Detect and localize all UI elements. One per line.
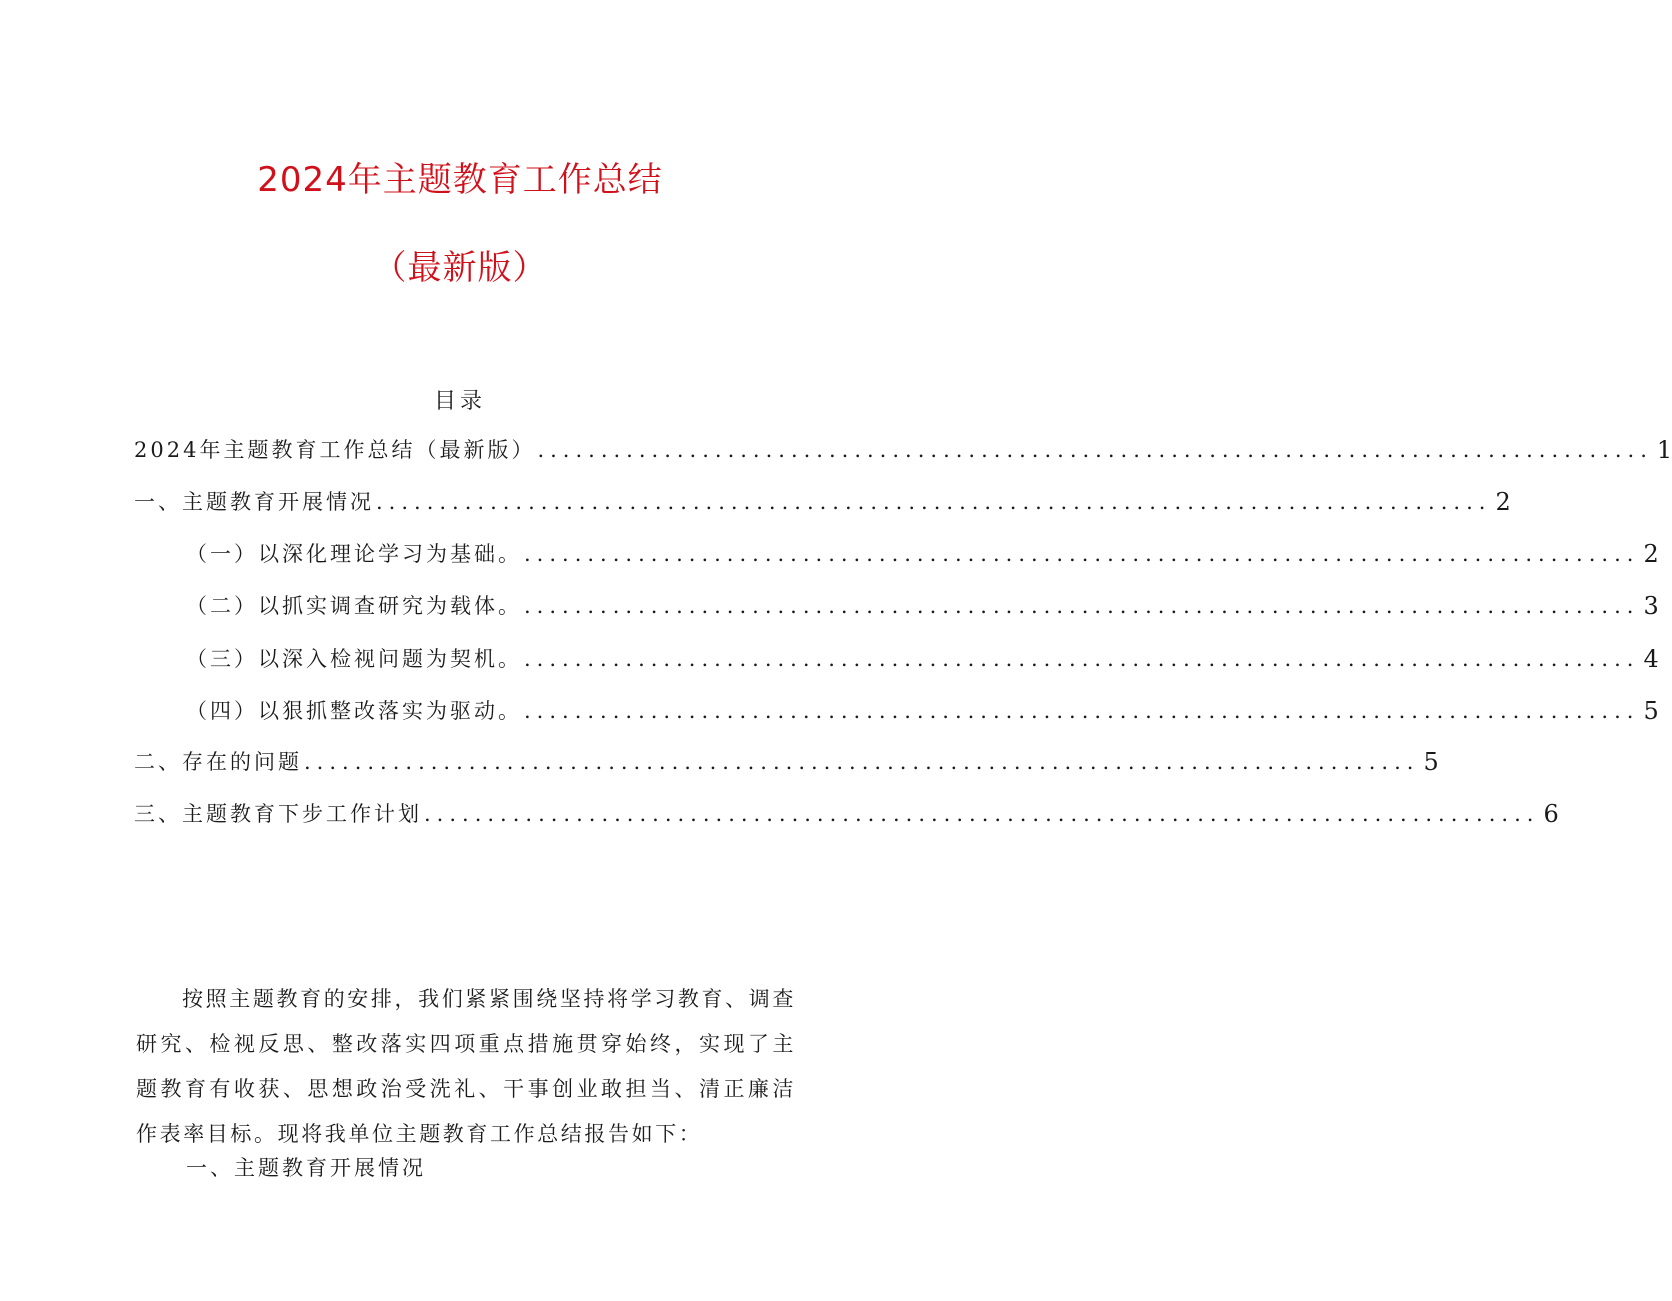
toc-entry-text: （四）以狠抓整改落实为驱动。	[186, 699, 522, 723]
toc-entry[interactable]	[134, 433, 1672, 467]
toc-entry[interactable]	[186, 589, 1659, 623]
toc-entry-text: 二、存在的问题	[134, 750, 302, 774]
document-subtitle: （最新版）	[372, 248, 548, 288]
toc-entry[interactable]	[134, 745, 1439, 779]
toc-entry[interactable]	[186, 537, 1659, 571]
toc-entry[interactable]	[134, 485, 1511, 519]
toc-heading: 目录	[433, 389, 486, 414]
section-heading: 一、主题教育开展情况	[186, 1156, 426, 1180]
intro-paragraph: 按照主题教育的安排，我们紧紧围绕坚持将学习教育、调查研究、检视反思、整改落实四项重点措施贯穿始终，实现了主题教育有收获、思想政治受洗礼、干事创业敢担当、清正廉洁作表率目标。现将我单位主题教育工作总结报告如下：	[136, 987, 796, 1146]
toc-leader-dots: ........................................................................................	[524, 542, 1640, 566]
toc-page-number: 4	[1643, 645, 1659, 673]
toc-page-number: 3	[1643, 592, 1659, 620]
toc-entry-text: 2024年主题教育工作总结（最新版）	[134, 438, 536, 462]
toc-leader-dots: ........................................................................................	[537, 438, 1653, 462]
toc-entry-text: （三）以深入检视问题为契机。	[186, 647, 522, 671]
toc-leader-dots: ........................................................................................	[524, 647, 1640, 671]
toc-page-number: 2	[1643, 540, 1659, 568]
document-title: 2024年主题教育工作总结	[257, 160, 663, 200]
toc-leader-dots: ........................................................................................	[524, 699, 1640, 723]
toc-page-number: 6	[1543, 800, 1559, 828]
toc-page-number: 5	[1643, 697, 1659, 725]
toc-entry[interactable]	[186, 642, 1659, 676]
toc-entry[interactable]	[134, 797, 1559, 831]
toc-page-number: 1	[1656, 436, 1672, 464]
toc-leader-dots: ........................................................................................	[376, 490, 1492, 514]
toc-entry-text: （一）以深化理论学习为基础。	[186, 542, 522, 566]
toc-page-number: 2	[1495, 488, 1511, 516]
toc-leader-dots: ........................................................................................	[304, 750, 1420, 774]
toc-page-number: 5	[1423, 748, 1439, 776]
toc-entry-text: （二）以抓实调查研究为载体。	[186, 594, 522, 618]
toc-entry-text: 一、主题教育开展情况	[134, 490, 374, 514]
toc-leader-dots: ........................................................................................	[424, 802, 1540, 826]
toc-leader-dots: ........................................................................................	[524, 594, 1640, 618]
toc-entry[interactable]	[186, 694, 1659, 728]
toc-entry-text: 三、主题教育下步工作计划	[134, 802, 422, 826]
